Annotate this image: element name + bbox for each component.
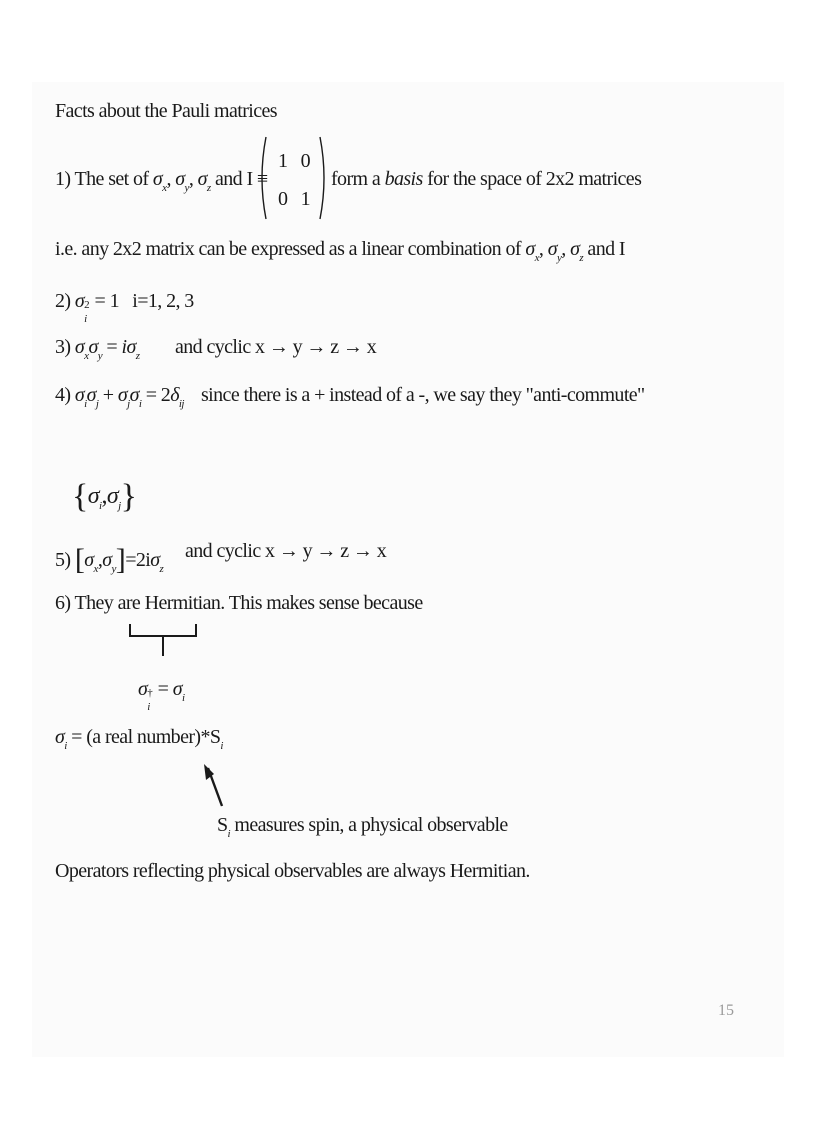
- spin-annotation: [217, 814, 508, 840]
- sigma-y: σ: [547, 238, 557, 260]
- sub-j: j: [118, 500, 121, 512]
- fact-1-note: [55, 238, 625, 264]
- sub-z: z: [159, 563, 164, 575]
- sub-i: i: [138, 398, 142, 410]
- fact-5-cyclic: and cyclic x → y → z → x: [185, 540, 387, 562]
- left-bracket: [: [74, 543, 85, 576]
- hermitian-equation: [138, 678, 185, 713]
- fact-5: [55, 540, 163, 574]
- matrix-cell: 1: [278, 150, 288, 172]
- fact-1-prefix: 1) The set of: [55, 168, 153, 190]
- sigma-x: σ: [525, 238, 535, 260]
- page-number: 15: [718, 1002, 734, 1019]
- spin-annotation-text: measures spin, a physical observable: [230, 814, 508, 836]
- comma: ,: [538, 238, 548, 260]
- sigma-z: σ: [197, 168, 207, 190]
- sub-i: i: [182, 692, 185, 704]
- matrix-cell: 0: [278, 188, 288, 210]
- comma: ,: [188, 168, 198, 190]
- sigma-y: σ: [88, 336, 98, 358]
- fact-1-form-a: form a: [331, 168, 385, 190]
- sub-x: x: [93, 563, 98, 575]
- matrix-cell: 1: [300, 188, 311, 210]
- fact-1-note-suffix: and I: [583, 238, 625, 260]
- page-title: Facts about the Pauli matrices: [55, 100, 277, 122]
- sigma-i: σ: [129, 384, 139, 406]
- sub-j: j: [95, 398, 99, 410]
- fact-5-prefix: 5): [55, 549, 75, 571]
- sigma-definition: [55, 726, 223, 752]
- underbrace: [128, 622, 200, 658]
- fact-2-range: i=1, 2, 3: [132, 290, 194, 312]
- sub-y: y: [97, 350, 102, 362]
- fact-1-basis: basis: [384, 168, 423, 190]
- fact-4-note: since there is a + instead of a -, we say they "anti-commute": [201, 384, 645, 406]
- arrow-icon: [200, 762, 230, 810]
- fact-2-eq: = 1: [90, 290, 120, 312]
- comma: ,: [561, 238, 571, 260]
- sigma-x: σ: [74, 336, 85, 358]
- fact-3-cyclic: and cyclic x → y → z → x: [175, 336, 377, 358]
- sub-z: z: [206, 182, 211, 194]
- sub-i: i: [147, 701, 150, 713]
- matrix-cell: 0: [300, 150, 311, 172]
- comma: ,: [166, 168, 176, 190]
- fact-2: 2) σ 2 i = 1 i=1, 2, 3: [55, 290, 194, 325]
- sigma-j: σ: [106, 483, 119, 509]
- imaginary-i: i: [121, 336, 127, 358]
- sub-i: i: [84, 398, 87, 410]
- hermitian-eq: =: [153, 678, 173, 700]
- sub-x: x: [534, 252, 539, 264]
- fact-3-eq: =: [102, 336, 122, 358]
- sub-z: z: [135, 350, 140, 362]
- sigma-y: σ: [175, 168, 185, 190]
- fact-6: 6) They are Hermitian. This makes sense because: [55, 592, 423, 614]
- sigma-i: σ: [172, 678, 183, 700]
- sub-ij: ij: [178, 398, 184, 410]
- sigma-z: σ: [150, 549, 160, 571]
- fact-1: [55, 168, 268, 194]
- sub-j: j: [127, 398, 130, 410]
- fact-1-tail: [331, 168, 641, 191]
- sigma-i: σ: [138, 678, 148, 700]
- left-brace: {: [72, 478, 88, 515]
- fact-4: 4) $\sigma_i\sigma_j + \sigma_j\sigma_i = 2\delta_{ij}$: [55, 384, 184, 410]
- sigma-z: σ: [570, 238, 580, 260]
- spin-s: S: [217, 814, 228, 836]
- sigma-x: σ: [152, 168, 163, 190]
- sub-i: i: [220, 740, 223, 752]
- fact-1-suffix: for the space of 2x2 matrices: [422, 168, 642, 190]
- fact-2-prefix: 2): [55, 290, 75, 312]
- sigma-x: σ: [84, 549, 94, 571]
- sub-i: i: [227, 828, 230, 840]
- fact-5-eq: =2i: [125, 549, 151, 571]
- sigma-z: σ: [126, 336, 136, 358]
- sub-y: y: [556, 252, 562, 264]
- sigma-i: σ: [74, 290, 85, 312]
- sigma-i: σ: [55, 726, 65, 748]
- dagger: †: [147, 687, 153, 699]
- sub-i: i: [64, 740, 67, 752]
- sigma-i: σ: [87, 483, 99, 509]
- sub-i: i: [98, 500, 102, 512]
- right-bracket: ]: [115, 543, 126, 576]
- right-brace: }: [120, 478, 137, 515]
- sub-i: i: [84, 313, 87, 325]
- sub-x: x: [162, 182, 167, 194]
- fact-4-prefix: 4): [55, 384, 75, 406]
- sub-x: x: [84, 350, 89, 362]
- delta: δ: [170, 384, 179, 406]
- fact-4-eq: = 2: [141, 384, 171, 406]
- sub-z: z: [579, 252, 584, 264]
- conclusion: Operators reflecting physical observables are always Hermitian.: [55, 860, 530, 882]
- fact-3-prefix: 3): [55, 336, 75, 358]
- sigma-j: σ: [86, 384, 96, 406]
- sigma-i: σ: [74, 384, 85, 406]
- sub-y: y: [111, 563, 116, 575]
- sigma-j: σ: [117, 384, 128, 406]
- identity-matrix-row-2: [278, 188, 310, 211]
- identity-matrix-row-1: [278, 150, 310, 173]
- sub-y: y: [184, 182, 189, 194]
- fact-1-and-i: and I ≡: [214, 168, 268, 190]
- sigma-def-eq: = (a real number)*S: [66, 726, 221, 748]
- commutator-sep: ,: [97, 549, 103, 571]
- fact-1-note-prefix: i.e. any 2x2 matrix can be expressed as a linear combination of: [55, 238, 526, 260]
- fact-3: [55, 336, 140, 362]
- anticommutator: [72, 474, 137, 515]
- anticommutator-sep: ,: [101, 483, 107, 509]
- sigma-y: σ: [102, 549, 112, 571]
